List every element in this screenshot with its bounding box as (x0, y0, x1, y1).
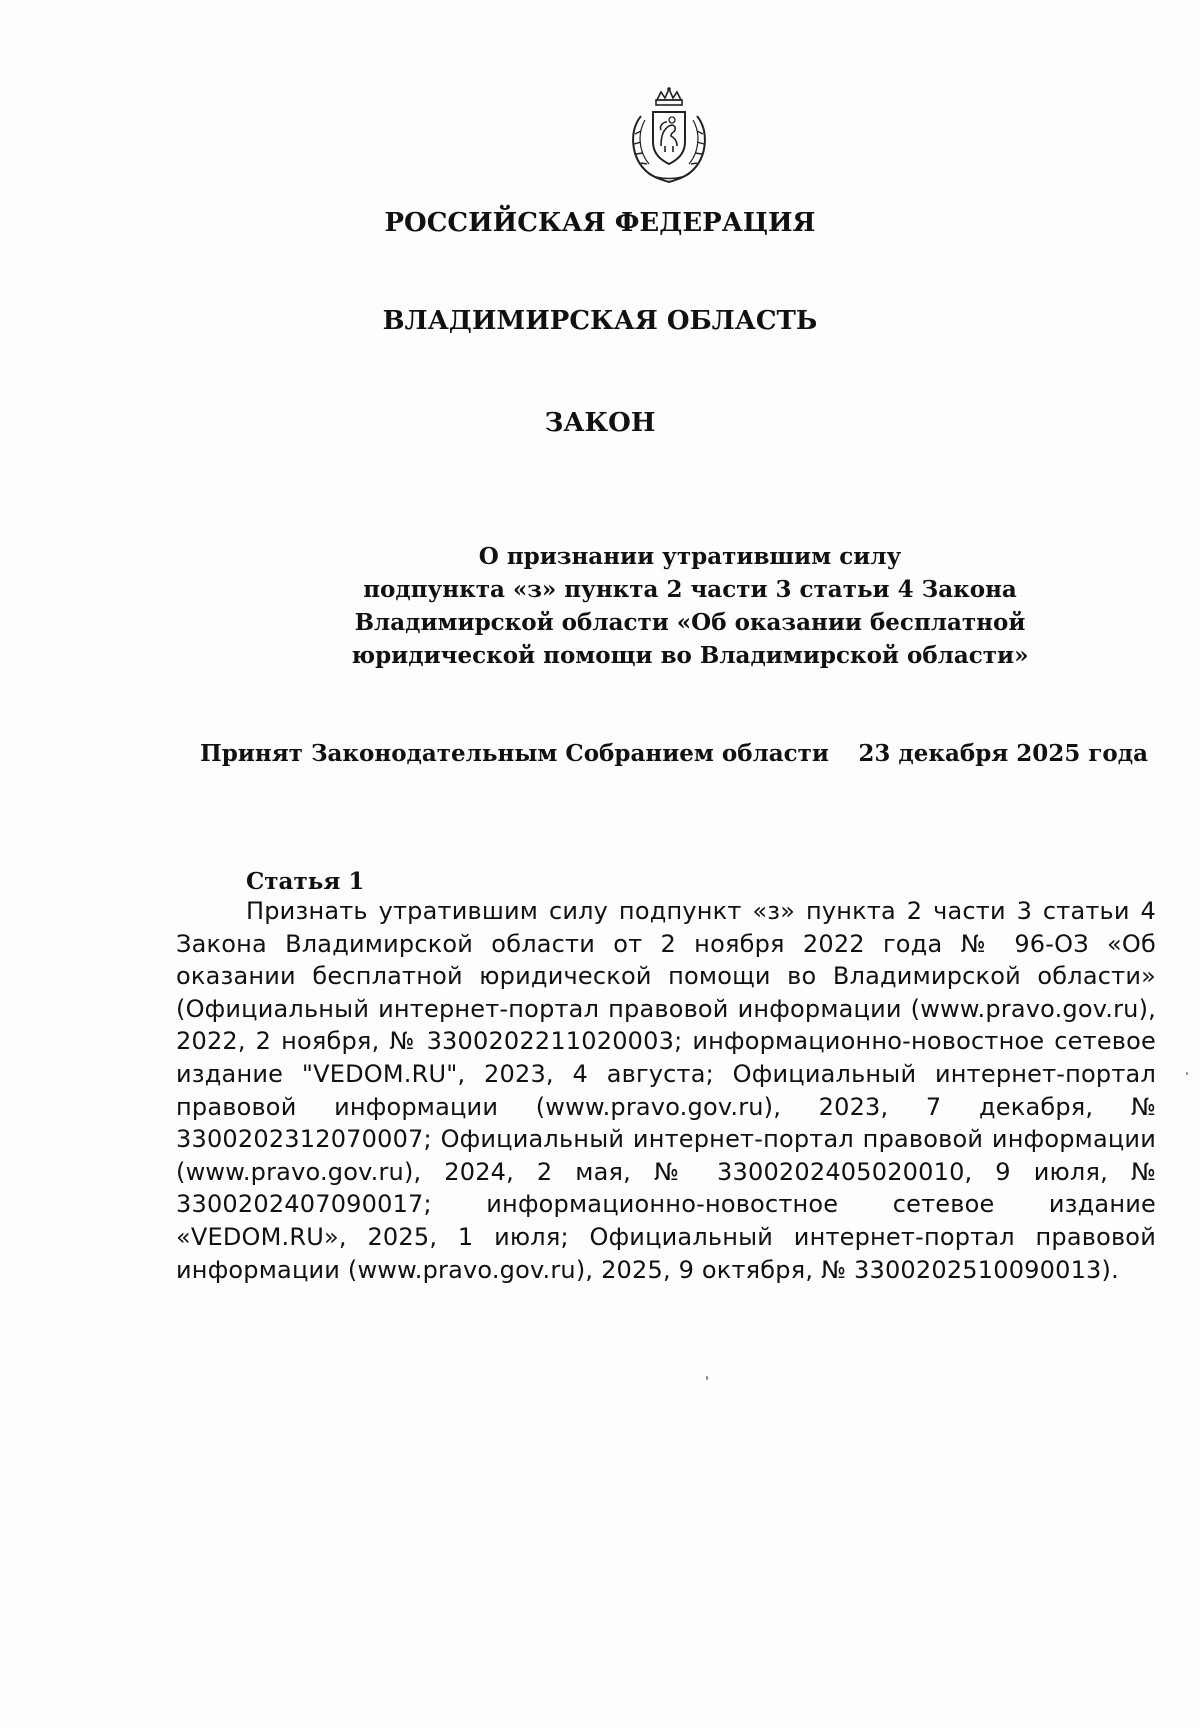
law-title-line: юридической помощи во Владимирской области» (351, 642, 1029, 669)
law-title-line: Владимирской области «Об оказании бесплатной (354, 609, 1026, 636)
article-text: Признать утратившим силу подпункт «з» пункта 2 части 3 статьи 4 Закона Владимирской области от 2 ноября 2022 года № 96-ОЗ «Об оказании бесплатной юридической помощи во Владимирской области» (Официальный интернет-портал правовой информации (www.pravo.gov.ru), 2022, 2 ноября, № 3300202211020003; информационно-новостное сетевое издание "VEDOM.RU", 2023, 4 августа; Официальный интернет-портал правовой информации (www.pravo.gov.ru), 2023, 7 декабря, № 3300202312070007; Официальный интернет-портал правовой информации (www.pravo.gov.ru), 2024, 2 мая, № 3300202405020010, 9 июля, № 3300202407090017; информационно-новостное сетевое издание «VEDOM.RU», 2025, 1 июля; Официальный интернет-портал правовой информации (www.pravo.gov.ru), 2025, 9 октября, № 3300202510090013). (176, 897, 1156, 1284)
law-title-line: подпункта «з» пункта 2 части 3 статьи 4 Закона (363, 576, 1017, 603)
article-heading: Статья 1 (246, 868, 365, 895)
adoption-date: 23 декабря 2025 года (858, 740, 1148, 767)
scan-speck (706, 1376, 708, 1380)
country-heading: РОССИЙСКАЯ ФЕДЕРАЦИЯ (384, 208, 816, 238)
document-type-heading: ЗАКОН (544, 408, 656, 438)
region-heading: ВЛАДИМИРСКАЯ ОБЛАСТЬ (382, 306, 818, 336)
adoption-line (200, 740, 1148, 776)
scan-speck (1186, 1072, 1188, 1075)
coat-of-arms-icon (619, 86, 719, 186)
law-title (300, 540, 1080, 672)
adoption-label: Принят Законодательным Собранием области (200, 740, 829, 767)
law-title-line: О признании утратившим силу (478, 543, 902, 570)
